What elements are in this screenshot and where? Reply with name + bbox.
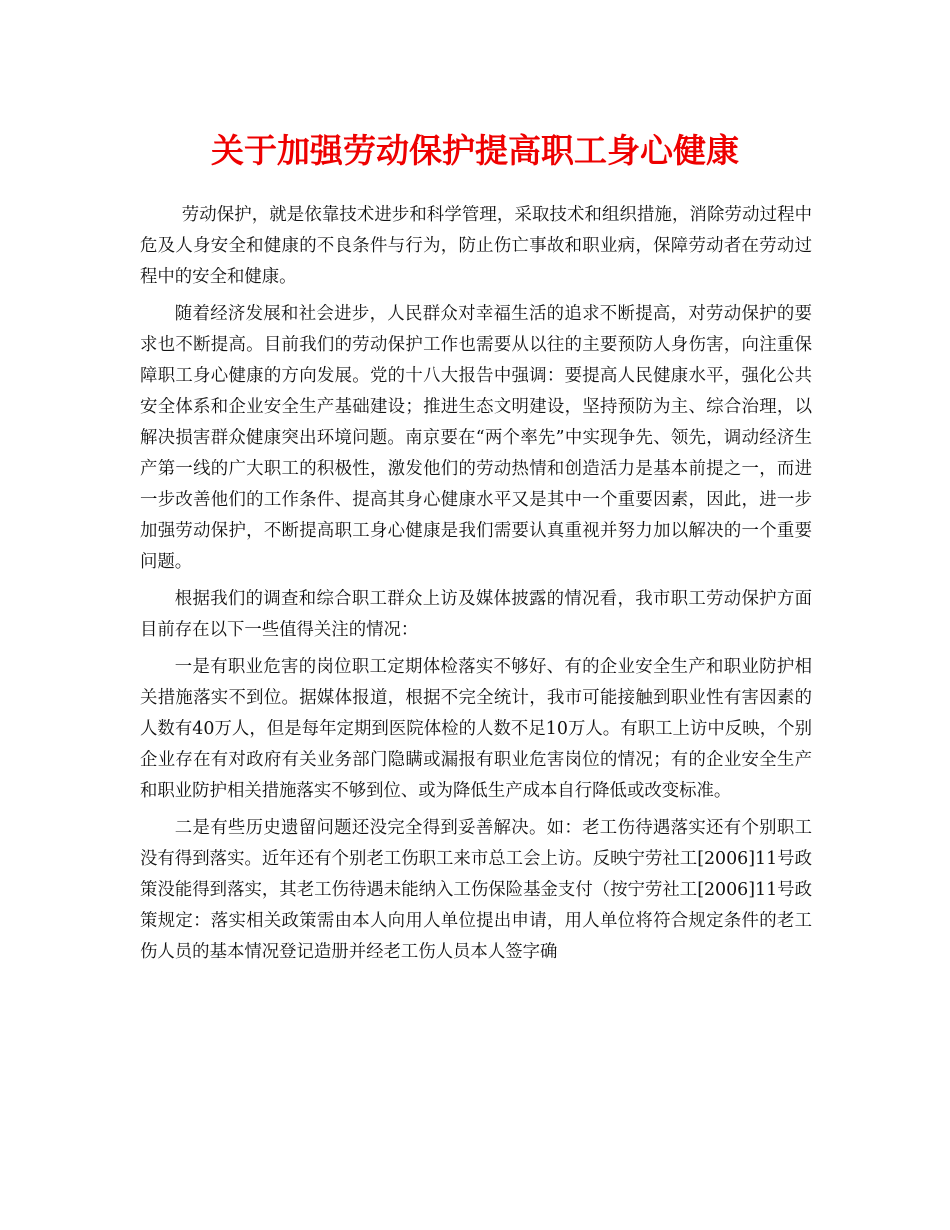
- document-body: [140, 200, 812, 974]
- paragraph-background: 随着经济发展和社会进步，人民群众对幸福生活的追求不断提高，对劳动保护的要求也不断提高。目前我们的劳动保护工作也需要从以往的主要预防人身伤害，向注重保障职工身心健康的方向发展。党的十八大报告中强调：要提高人民健康水平，强化公共安全体系和企业安全生产基础建设；推进生态文明建设，坚持预防为主、综合治理，以解决损害群众健康突出环境问题。南京要在“两个率先”中实现争先、领先，调动经济生产第一线的广大职工的积极性，激发他们的劳动热情和创造活力是基本前提之一，而进一步改善他们的工作条件、提高其身心健康水平又是其中一个重要因素，因此，进一步加强劳动保护，不断提高职工身心健康是我们需要认真重视并努力加以解决的一个重要问题。: [140, 304, 812, 572]
- paragraph-issue-one: 一是有职业危害的岗位职工定期体检落实不够好、有的企业安全生产和职业防护相关措施落实不到位。据媒体报道，根据不完全统计，我市可能接触到职业性有害因素的人数有40万人，但是每年定期到医院体检的人数不足10万人。有职工上访中反映，个别企业存在有对政府有关业务部门隐瞒或漏报有职业危害岗位的情况；有的企业安全生产和职业防护相关措施落实不够到位、或为降低生产成本自行降低或改变标准。: [140, 657, 812, 801]
- paragraph-issue-two: 二是有些历史遗留问题还没完全得到妥善解决。如：老工伤待遇落实还有个别职工没有得到落实。近年还有个别老工伤职工来市总工会上访。反映宁劳社工[2006]11号政策没能得到落实，其老工伤待遇未能纳入工伤保险基金支付（按宁劳社工[2006]11号政策规定：落实相关政策需由本人向用人单位提出申请，用人单位将符合规定条件的老工伤人员的基本情况登记造册并经老工伤人员本人签字确: [140, 818, 812, 962]
- document-title: 关于加强劳动保护提高职工身心健康: [211, 131, 739, 170]
- paragraph-definition: 劳动保护，就是依靠技术进步和科学管理，采取技术和组织措施，消除劳动过程中危及人身安全和健康的不良条件与行为，防止伤亡事故和职业病，保障劳动者在劳动过程中的安全和健康。: [140, 205, 812, 287]
- paragraph-survey-intro: 根据我们的调查和综合职工群众上访及媒体披露的情况看，我市职工劳动保护方面目前存在以下一些值得关注的情况：: [140, 589, 812, 640]
